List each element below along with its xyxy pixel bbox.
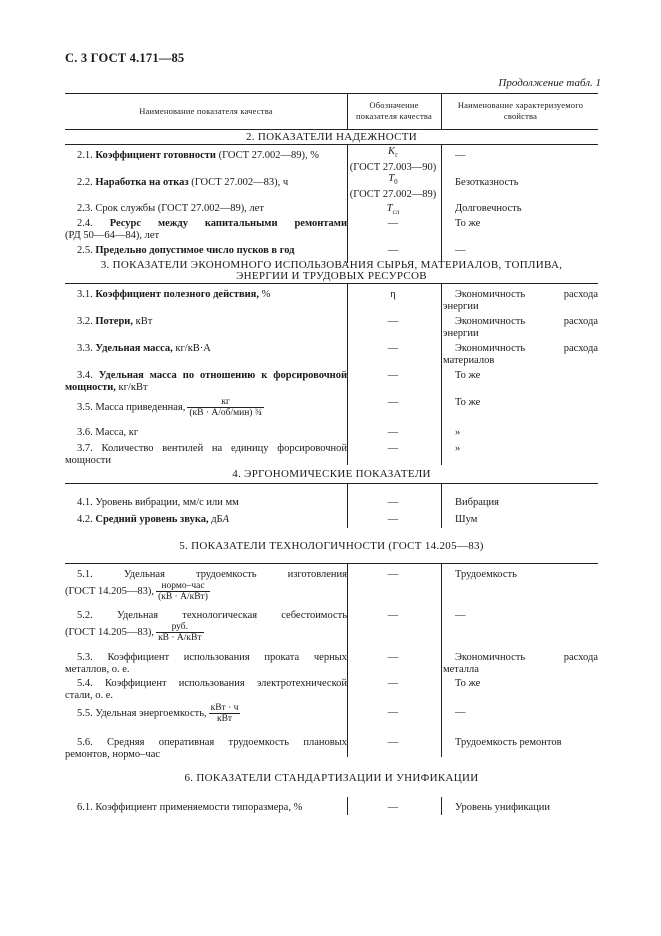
row-2-4-name: 2.4. Ресурс между капитальными ремонтами (РД 50—64—84), лет [65,218,347,241]
row-5-5-name: 5.5. Удельная энергоемкость, $\frac{\text{кВт · ч}}{\text{кВт}}$ [77,703,239,724]
section-4-rule [65,483,598,484]
row-5-5-symbol: — [387,707,399,718]
fraction-reduced-mass: $\frac{кг}{\text{(кВ · А/об/мин) ¾}}$ [189,397,262,418]
row-3-6-symbol: — [387,427,399,438]
section-3-rule [65,283,598,284]
row-2-5-symbol: — [387,245,399,256]
row-3-7-symbol: — [387,443,399,454]
row-5-1-symbol: — [387,569,399,580]
row-6-1-name: 6.1. Коэффициент применяемости типоразмера, % [77,802,303,813]
row-3-4-name: 3.4. Удельная масса по отношению к форсировочной мощности, кг/кВт [65,370,347,393]
header-divider-1 [347,93,348,129]
table-header-bottom-rule [65,129,598,130]
section-heading-standardization: 6. ПОКАЗАТЕЛИ СТАНДАРТИЗАЦИИ И УНИФИКАЦИИ [184,772,479,784]
row-2-2-name: 2.2. Наработка на отказ (ГОСТ 27.002—83), ч [77,177,289,188]
section-heading-reliability: 2. ПОКАЗАТЕЛИ НАДЕЖНОСТИ [245,131,418,143]
row-5-2-name: 5.2. Удельная технологическая себестоимость (ГОСТ 14.205—83), $\frac{\text{руб.}}{\text{кВ · А/кВт}}$ [65,610,348,643]
row-5-4-name: 5.4. Коэффициент использования электротехнической стали, о. е. [65,678,348,701]
header-col-name: Наименование показателя качества [139,106,273,116]
row-3-3-name: 3.3. Удельная масса, кг/кВ·А [77,343,211,354]
row-5-3-property: Экономичность расхода металла [443,652,598,675]
row-5-1-property: Трудоемкость [455,569,517,580]
row-3-5-symbol: — [387,397,399,408]
row-3-2-property: Экономичность расхода энергии [443,316,598,339]
row-2-1-name: 2.1. Коэффициент готовности (ГОСТ 27.002—89), % [77,150,320,161]
row-4-1-property: Вибрация [455,497,499,508]
fraction-energy-intensity: $\frac{\text{кВт · ч}}{\text{кВт}}$ [210,703,239,724]
row-3-7-name: 3.7. Количество вентилей на единицу форсировочной мощности [65,443,348,466]
row-2-5-name: 2.5. Предельно допустимое число пусков в год [77,245,295,256]
col-divider-2-s6 [441,797,442,815]
row-3-6-property: » [455,427,461,438]
col-divider-2-s2 [441,144,442,263]
row-6-1-symbol: — [387,802,399,813]
row-4-1-symbol: — [387,497,399,508]
row-3-6-name: 3.6. Масса, кг [77,427,139,438]
col-divider-2-s5 [441,563,442,757]
row-5-3-name: 5.3. Коэффициент использования проката черных металлов, о. е. [65,652,347,675]
row-2-4-symbol: — [387,218,399,229]
row-3-3-property: Экономичность расхода материалов [443,343,598,366]
header-divider-2 [441,93,442,129]
row-4-2-symbol: — [387,514,399,525]
row-3-2-symbol: — [387,316,399,327]
table-top-rule [65,93,598,94]
row-4-2-name: 4.2. Средний уровень звука, дБА [77,514,230,525]
section-5-rule [65,563,598,564]
section-heading-technology: 5. ПОКАЗАТЕЛИ ТЕХНОЛОГИЧНОСТИ (ГОСТ 14.205—83) [179,540,484,552]
row-2-3-name: 2.3. Срок службы (ГОСТ 27.002—89), лет [77,203,264,214]
col-divider-2-s4 [441,483,442,528]
row-2-1-property: — [455,150,466,161]
section-heading-ergonomic: 4. ЭРГОНОМИЧЕСКИЕ ПОКАЗАТЕЛИ [232,468,431,480]
row-2-3-symbol: $T_{сл}$ [386,203,400,217]
row-3-1-property: Экономичность расхода энергии [443,289,598,312]
row-5-6-name: 5.6. Средняя оперативная трудоемкость плановых ремонтов, нормо–час [65,737,347,760]
section-heading-economy-line2: ЭНЕРГИИ И ТРУДОВЫХ РЕСУРСОВ [236,270,427,282]
row-2-3-property: Долговечность [455,203,522,214]
row-5-2-symbol: — [387,610,399,621]
row-2-2-property: Безотказность [455,177,519,188]
row-5-1-name: 5.1. Удельная трудоемкость изготовления (ГОСТ 14.205—83), $\frac{\text{нормо–час}}{\text{(кВ · А/кВт)}}$ [65,569,348,602]
row-3-4-property: То же [455,370,481,381]
row-6-1-property: Уровень унификации [455,802,550,813]
header-col-property: Наименование характеризуемого свойства [457,100,584,121]
table-continuation-label: Продолжение табл. 1 [498,77,601,89]
page-header: С. 3 ГОСТ 4.171—85 [65,51,185,65]
row-3-3-symbol: — [387,343,399,354]
section-heading-economy-line1: 3. ПОКАЗАТЕЛИ ЭКОНОМНОГО ИСПОЛЬЗОВАНИЯ СЫРЬЯ, МАТЕРИАЛОВ, ТОПЛИВА, [100,259,563,271]
fraction-labor-intensity: $\frac{\text{нормо–час}}{\text{(кВ · А/кВт)}}$ [158,580,208,602]
row-3-1-symbol: η [390,289,396,300]
row-5-6-property: Трудоемкость ремонтов [455,737,562,748]
header-col-symbol: Обозначение показателя качества [356,100,432,121]
row-3-7-property: » [455,443,461,454]
fraction-unit-cost: $\frac{\text{руб.}}{\text{кВ · А/кВт}}$ [158,621,202,643]
row-3-4-symbol: — [387,370,399,381]
row-5-4-symbol: — [387,678,399,689]
section-2-rule [65,144,598,145]
row-5-6-symbol: — [387,737,399,748]
row-3-2-name: 3.2. Потери, кВт [77,316,153,327]
row-2-2-symbol: $T_0$ (ГОСТ 27.002—89) [349,173,437,200]
row-4-1-name: 4.1. Уровень вибрации, мм/с или мм [77,497,239,508]
row-4-2-property: Шум [455,514,478,525]
row-5-3-symbol: — [387,652,399,663]
row-5-4-property: То же [455,678,481,689]
row-5-2-property: — [455,610,466,621]
row-3-5-property: То же [455,397,481,408]
row-3-1-name: 3.1. Коэффициент полезного действия, % [77,289,271,300]
col-divider-2-s3 [441,283,442,465]
row-2-4-property: То же [455,218,481,229]
row-2-1-symbol: $K_г$ (ГОСТ 27.003—90) [349,146,437,173]
row-5-5-property: — [455,707,466,718]
row-3-5-name: 3.5. Масса приведенная, $\frac{кг}{\text{(кВ · А/об/мин) ¾}}$ [77,397,262,418]
row-2-5-property: — [455,245,466,256]
